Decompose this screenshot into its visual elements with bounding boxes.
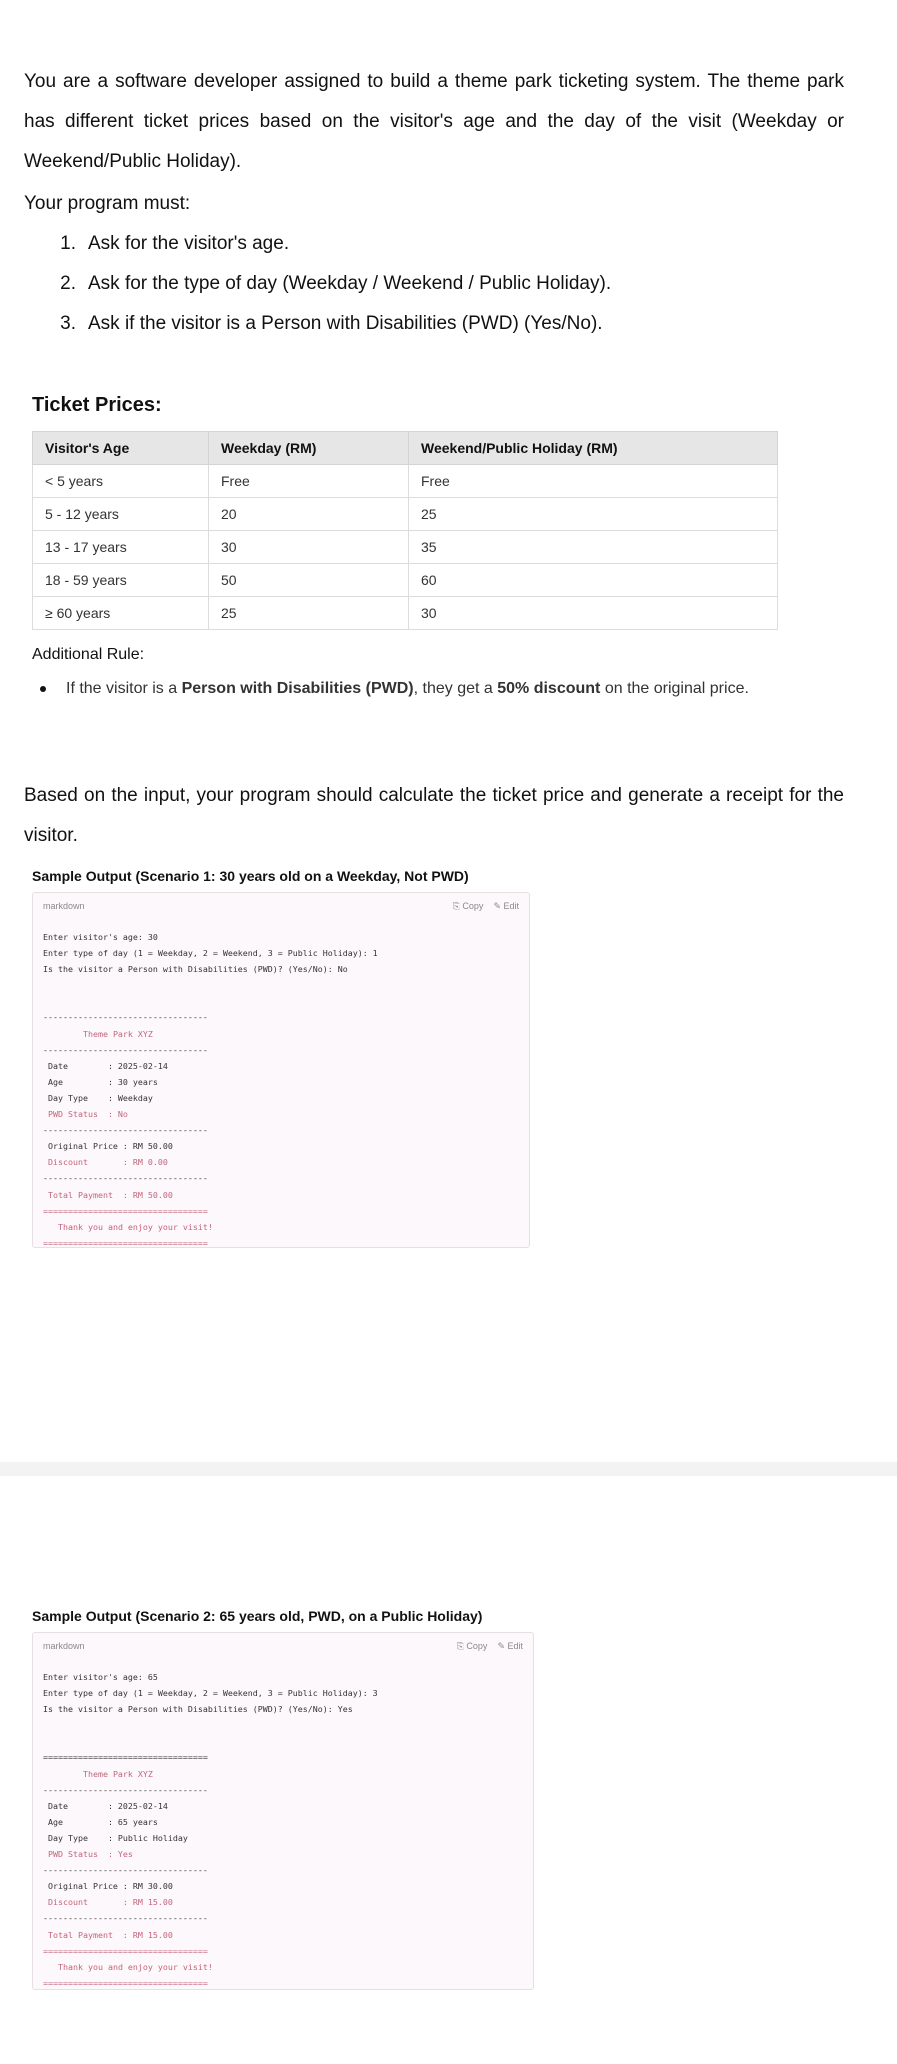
code-language-label: markdown: [43, 1641, 85, 1651]
additional-rule-heading: Additional Rule:: [32, 646, 145, 663]
table-row: < 5 years Free Free: [33, 465, 778, 498]
scenario1-output: Enter visitor's age: 30 Enter type of day (1 = Weekday, 2 = Weekend, 3 = Public Holiday): 1 Is the visitor a Person with Disabilities (PWD)? (Yes/No): No --------------------------------- Theme Park XYZ --------------------------------- Date : 2025-02-14 Age : 30 years Day Type : Weekday PWD Status : No --------------------------------- Original Price : RM 50.00 Discount : RM 0.00 --------------------------------- Total Payment : RM 50.00 ================================= Thank you and enjoy your visit! =================================: [43, 932, 378, 1248]
intro-paragraph: You are a software developer assigned to build a theme park ticketing system. The theme park has different ticket prices based on the visitor's age and the day of the visit (Weekday or Weekend/Public Holiday).: [24, 71, 844, 172]
copy-button[interactable]: ⎘ Copy: [452, 901, 484, 911]
scenario2-output: Enter visitor's age: 65 Enter type of day (1 = Weekday, 2 = Weekend, 3 = Public Holiday): 3 Is the visitor a Person with Disabilities (PWD)? (Yes/No): Yes ================================= Theme Park XYZ --------------------------------- Date : 2025-02-14 Age : 65 years Day Type : Public Holiday PWD Status : Yes --------------------------------- Original Price : RM 30.00 Discount : RM 15.00 --------------------------------- Total Payment : RM 15.00 ================================= Thank you and enjoy your visit! =================================: [43, 1672, 378, 1988]
page-separator: [0, 1462, 897, 1476]
header-weekend: Weekend/Public Holiday (RM): [409, 432, 778, 465]
based-paragraph: Based on the input, your program should calculate the ticket price and generate a receipt for the visitor.: [24, 785, 844, 846]
edit-button[interactable]: ✎ Edit: [497, 1641, 523, 1651]
table-header-row: [33, 432, 778, 465]
additional-rule-item: If the visitor is a Person with Disabilities (PWD), they get a 50% discount on the original price.: [40, 680, 749, 698]
copy-button[interactable]: ⎘ Copy: [456, 1641, 488, 1651]
bullet-icon: [40, 686, 46, 692]
ticket-prices-heading: Ticket Prices:: [32, 394, 162, 416]
table-row: 13 - 17 years 30 35: [33, 531, 778, 564]
scenario1-code-block: [32, 892, 530, 1248]
header-age: Visitor's Age: [33, 432, 209, 465]
scenario1-heading: Sample Output (Scenario 1: 30 years old on a Weekday, Not PWD): [32, 868, 469, 884]
table-row: 18 - 59 years 50 60: [33, 564, 778, 597]
document-page-2: [0, 1476, 897, 2064]
table-row: 5 - 12 years 20 25: [33, 498, 778, 531]
ticket-prices-table: [32, 431, 778, 630]
code-language-label: markdown: [43, 901, 85, 911]
header-weekday: Weekday (RM): [209, 432, 409, 465]
list-item: 3. Ask if the visitor is a Person with Disabilities (PWD) (Yes/No).: [60, 313, 603, 334]
scenario2-code-block: [32, 1632, 534, 1990]
scenario2-heading: Sample Output (Scenario 2: 65 years old, PWD, on a Public Holiday): [32, 1608, 483, 1624]
requirements-list: [24, 224, 611, 344]
program-must-label: Your program must:: [24, 193, 191, 214]
list-item: 1. Ask for the visitor's age.: [60, 233, 290, 254]
edit-button[interactable]: ✎ Edit: [493, 901, 519, 911]
list-item: 2. Ask for the type of day (Weekday / Weekend / Public Holiday).: [60, 273, 612, 294]
table-row: ≥ 60 years 25 30: [33, 597, 778, 630]
